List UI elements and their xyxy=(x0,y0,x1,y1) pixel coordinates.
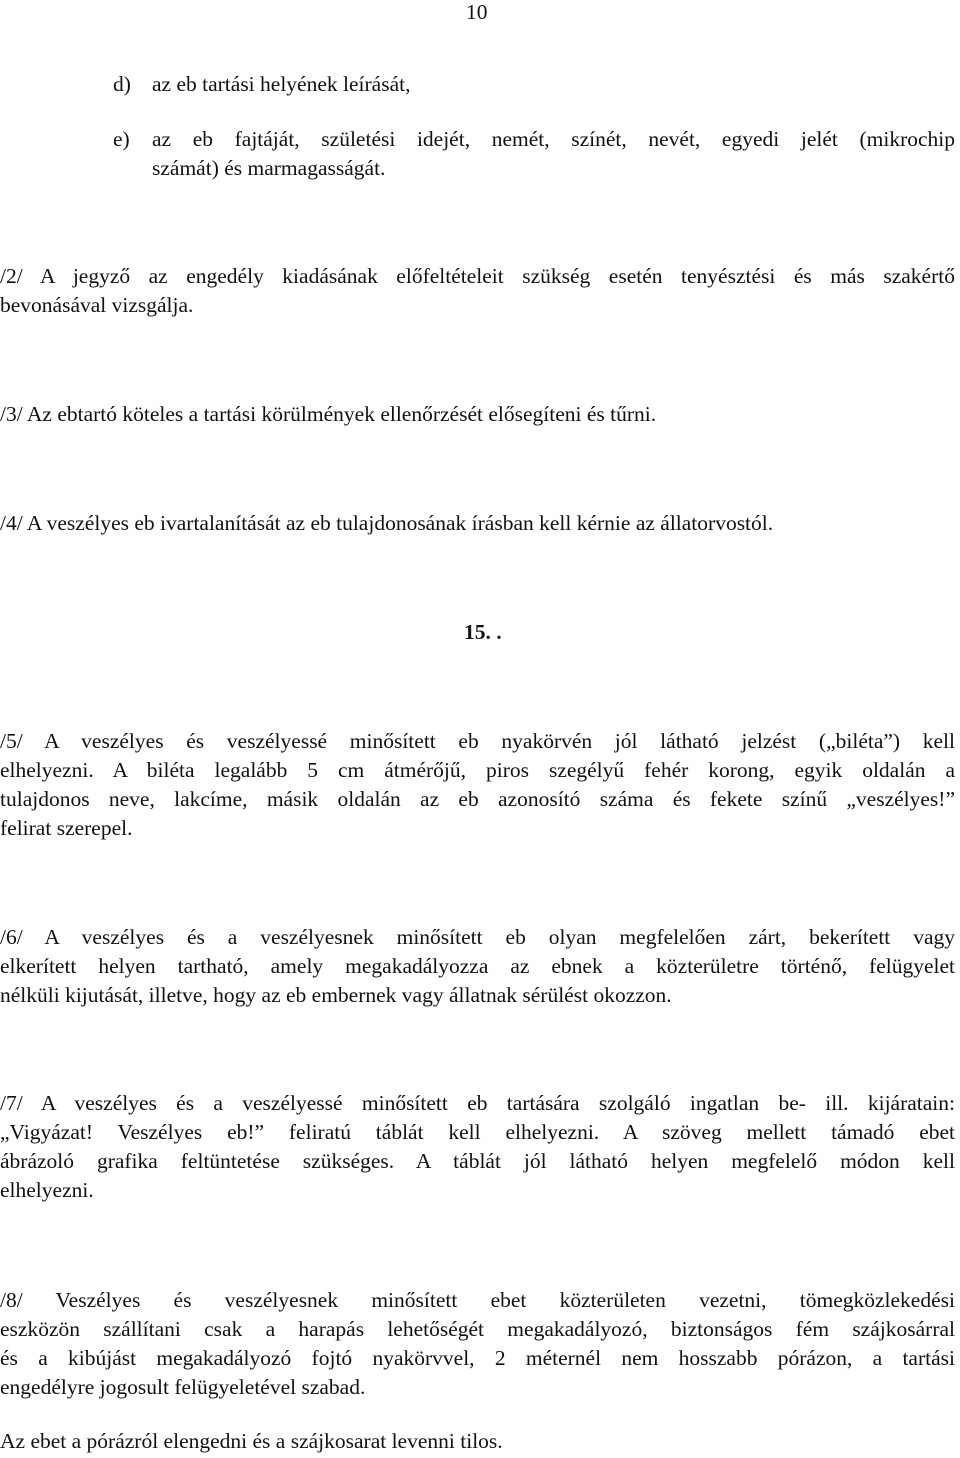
paragraph-line: /4/ A veszélyes eb ivartalanítását az eb tulajdonosának írásban kell kérnie az állatorvostól. xyxy=(0,511,774,535)
paragraph-line: Az ebet a pórázról elengedni és a szájkosarat levenni tilos. xyxy=(0,1429,503,1453)
list-item-e-line2: számát) és marmagasságát. xyxy=(152,156,386,180)
page-number: 10 xyxy=(466,0,488,24)
list-marker-e: e) xyxy=(113,127,130,151)
paragraph-line: /8/ Veszélyes és veszélyesnek minősített ebet közterületen vezetni, tömegközlekedési xyxy=(0,1288,955,1312)
paragraph-line: felirat szerepel. xyxy=(0,816,133,840)
paragraph-line: ábrázoló grafika feltüntetése szükséges. A táblát jól látható helyen megfelelő módon kell xyxy=(0,1149,955,1173)
paragraph-line: elhelyezni. xyxy=(0,1178,94,1202)
paragraph-line: /2/ A jegyző az engedély kiadásának előfeltételeit szükség esetén tenyésztési és más szakértő xyxy=(0,264,955,288)
section-heading: 15. . xyxy=(464,620,502,644)
paragraph-line: és a kibújást megakadályozó fojtó nyakörvvel, 2 méternél nem hosszabb pórázon, a tartási xyxy=(0,1346,955,1370)
paragraph-line: „Vigyázat! Veszélyes eb!” feliratú táblát kell elhelyezni. A szöveg mellett támadó ebet xyxy=(0,1120,955,1144)
paragraph-line: nélküli kijutását, illetve, hogy az eb embernek vagy állatnak sérülést okozzon. xyxy=(0,983,672,1007)
paragraph-line: elhelyezni. A biléta legalább 5 cm átmérőjű, piros szegélyű fehér korong, egyik oldalán a xyxy=(0,758,955,782)
paragraph-line: engedélyre jogosult felügyeletével szabad. xyxy=(0,1375,366,1399)
paragraph-line: /6/ A veszélyes és a veszélyesnek minősített eb olyan megfelelően zárt, bekerített vagy xyxy=(0,925,955,949)
list-item-d: az eb tartási helyének leírását, xyxy=(152,72,411,96)
paragraph-line: eszközön szállítani csak a harapás lehetőségét megakadályozó, biztonságos fém szájkosárral xyxy=(0,1317,955,1341)
paragraph-line: bevonásával vizsgálja. xyxy=(0,293,194,317)
list-marker-d: d) xyxy=(113,72,131,96)
paragraph-line: /3/ Az ebtartó köteles a tartási körülmények ellenőrzését elősegíteni és tűrni. xyxy=(0,402,657,426)
paragraph-line: elkerített helyen tartható, amely megakadályozza az ebnek a közterületre történő, felügyelet xyxy=(0,954,955,978)
paragraph-line: /5/ A veszélyes és veszélyessé minősített eb nyakörvén jól látható jelzést („biléta”) kell xyxy=(0,729,955,753)
list-item-e-line1: az eb fajtáját, születési idejét, nemét, színét, nevét, egyedi jelét (mikrochip xyxy=(152,127,955,151)
paragraph-line: /7/ A veszélyes és a veszélyessé minősített eb tartására szolgáló ingatlan be- ill. kijáratain: xyxy=(0,1091,955,1115)
paragraph-line: tulajdonos neve, lakcíme, másik oldalán az eb azonosító száma és fekete színű „veszélyes!” xyxy=(0,787,955,811)
